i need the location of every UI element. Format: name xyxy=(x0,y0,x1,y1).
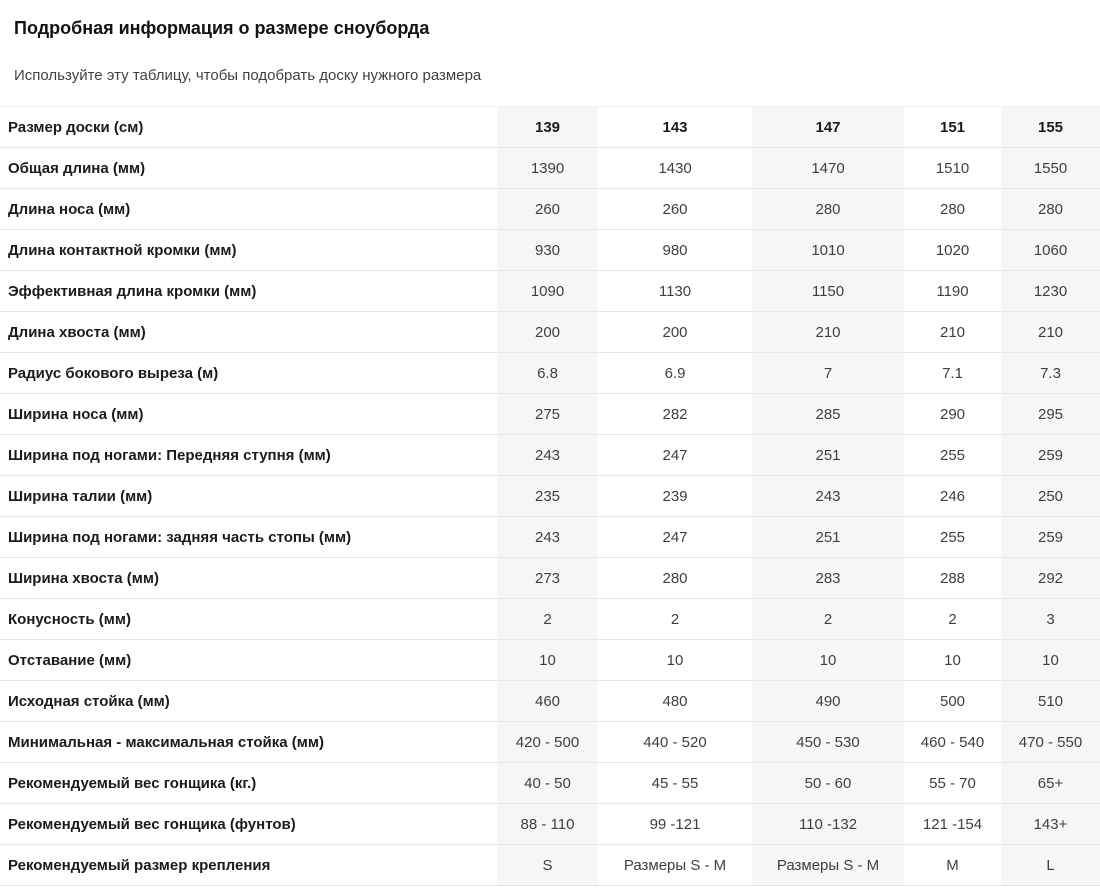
spec-value-cell: 121 -154 xyxy=(904,804,1001,845)
spec-value-cell: 980 xyxy=(598,230,752,271)
spec-value-cell: 1090 xyxy=(497,271,598,312)
spec-value-cell: 251 xyxy=(752,517,904,558)
spec-value-cell: 210 xyxy=(752,312,904,353)
table-header-row xyxy=(0,107,1100,148)
spec-value-cell: 243 xyxy=(752,476,904,517)
spec-value-cell: 480 xyxy=(598,681,752,722)
row-label: Исходная стойка (мм) xyxy=(0,681,497,722)
spec-value-cell: 259 xyxy=(1001,517,1100,558)
row-label: Общая длина (мм) xyxy=(0,148,497,189)
spec-value-cell: 1020 xyxy=(904,230,1001,271)
spec-value-cell: 251 xyxy=(752,435,904,476)
table-row xyxy=(0,353,1100,394)
row-label: Длина контактной кромки (мм) xyxy=(0,230,497,271)
row-label: Эффективная длина кромки (мм) xyxy=(0,271,497,312)
spec-value-cell: 490 xyxy=(752,681,904,722)
spec-value-cell: 10 xyxy=(1001,640,1100,681)
spec-value-cell: 55 - 70 xyxy=(904,763,1001,804)
row-label: Рекомендуемый вес гонщика (кг.) xyxy=(0,763,497,804)
spec-value-cell: 440 - 520 xyxy=(598,722,752,763)
table-row xyxy=(0,804,1100,845)
spec-value-cell: 2 xyxy=(598,599,752,640)
size-column-header-143: 143 xyxy=(598,107,752,148)
spec-value-cell: 510 xyxy=(1001,681,1100,722)
spec-value-cell: 290 xyxy=(904,394,1001,435)
spec-value-cell: 460 - 540 xyxy=(904,722,1001,763)
spec-value-cell: 235 xyxy=(497,476,598,517)
snowboard-size-table xyxy=(0,106,1100,886)
spec-value-cell: 243 xyxy=(497,435,598,476)
row-label: Рекомендуемый вес гонщика (фунтов) xyxy=(0,804,497,845)
row-label: Радиус бокового выреза (м) xyxy=(0,353,497,394)
row-label: Длина носа (мм) xyxy=(0,189,497,230)
spec-value-cell: 10 xyxy=(904,640,1001,681)
spec-value-cell: 10 xyxy=(752,640,904,681)
spec-value-cell: 275 xyxy=(497,394,598,435)
row-label: Ширина под ногами: задняя часть стопы (мм) xyxy=(0,517,497,558)
spec-value-cell: 6.9 xyxy=(598,353,752,394)
row-label: Ширина под ногами: Передняя ступня (мм) xyxy=(0,435,497,476)
spec-value-cell: 247 xyxy=(598,435,752,476)
spec-value-cell: L xyxy=(1001,845,1100,886)
spec-value-cell: 450 - 530 xyxy=(752,722,904,763)
spec-value-cell: 6.8 xyxy=(497,353,598,394)
spec-value-cell: 239 xyxy=(598,476,752,517)
spec-value-cell: 460 xyxy=(497,681,598,722)
table-row xyxy=(0,230,1100,271)
spec-value-cell: 45 - 55 xyxy=(598,763,752,804)
spec-value-cell: 420 - 500 xyxy=(497,722,598,763)
spec-value-cell: 1390 xyxy=(497,148,598,189)
page-subtitle: Используйте эту таблицу, чтобы подобрать доску нужного размера xyxy=(14,67,482,84)
spec-value-cell: 1230 xyxy=(1001,271,1100,312)
spec-value-cell: M xyxy=(904,845,1001,886)
spec-value-cell: 1060 xyxy=(1001,230,1100,271)
row-label: Ширина носа (мм) xyxy=(0,394,497,435)
spec-value-cell: 200 xyxy=(497,312,598,353)
spec-value-cell: 285 xyxy=(752,394,904,435)
size-column-header-155: 155 xyxy=(1001,107,1100,148)
spec-value-cell: 280 xyxy=(752,189,904,230)
table-row xyxy=(0,148,1100,189)
spec-value-cell: 1130 xyxy=(598,271,752,312)
table-row xyxy=(0,189,1100,230)
row-label: Конусность (мм) xyxy=(0,599,497,640)
spec-value-cell: S xyxy=(497,845,598,886)
header-row-label: Размер доски (см) xyxy=(0,107,497,148)
spec-value-cell: 250 xyxy=(1001,476,1100,517)
spec-value-cell: 88 - 110 xyxy=(497,804,598,845)
size-column-header-151: 151 xyxy=(904,107,1001,148)
spec-value-cell: 50 - 60 xyxy=(752,763,904,804)
spec-value-cell: 280 xyxy=(1001,189,1100,230)
spec-value-cell: 288 xyxy=(904,558,1001,599)
spec-value-cell: 3 xyxy=(1001,599,1100,640)
spec-value-cell: 292 xyxy=(1001,558,1100,599)
row-label: Минимальная - максимальная стойка (мм) xyxy=(0,722,497,763)
table-row xyxy=(0,517,1100,558)
spec-value-cell: 500 xyxy=(904,681,1001,722)
spec-value-cell: 273 xyxy=(497,558,598,599)
table-row xyxy=(0,640,1100,681)
row-label: Отставание (мм) xyxy=(0,640,497,681)
spec-value-cell: 7 xyxy=(752,353,904,394)
size-column-header-147: 147 xyxy=(752,107,904,148)
spec-value-cell: 2 xyxy=(904,599,1001,640)
page-title: Подробная информация о размере сноуборда xyxy=(14,18,430,38)
row-label: Рекомендуемый размер крепления xyxy=(0,845,497,886)
spec-value-cell: Размеры S - M xyxy=(752,845,904,886)
spec-value-cell: 280 xyxy=(904,189,1001,230)
table-row xyxy=(0,763,1100,804)
spec-value-cell: 1510 xyxy=(904,148,1001,189)
table-row xyxy=(0,476,1100,517)
spec-value-cell: 260 xyxy=(497,189,598,230)
spec-value-cell: 1470 xyxy=(752,148,904,189)
spec-value-cell: 99 -121 xyxy=(598,804,752,845)
table-row xyxy=(0,558,1100,599)
spec-value-cell: 210 xyxy=(1001,312,1100,353)
table-row xyxy=(0,722,1100,763)
spec-value-cell: 247 xyxy=(598,517,752,558)
spec-value-cell: Размеры S - M xyxy=(598,845,752,886)
spec-value-cell: 1190 xyxy=(904,271,1001,312)
row-label: Ширина хвоста (мм) xyxy=(0,558,497,599)
spec-value-cell: 1430 xyxy=(598,148,752,189)
spec-value-cell: 110 -132 xyxy=(752,804,904,845)
table-row xyxy=(0,599,1100,640)
row-label: Длина хвоста (мм) xyxy=(0,312,497,353)
size-column-header-139: 139 xyxy=(497,107,598,148)
table-row xyxy=(0,681,1100,722)
spec-value-cell: 65+ xyxy=(1001,763,1100,804)
spec-value-cell: 255 xyxy=(904,517,1001,558)
spec-value-cell: 143+ xyxy=(1001,804,1100,845)
table-row xyxy=(0,435,1100,476)
spec-value-cell: 40 - 50 xyxy=(497,763,598,804)
spec-value-cell: 243 xyxy=(497,517,598,558)
spec-value-cell: 210 xyxy=(904,312,1001,353)
table-row xyxy=(0,394,1100,435)
table-row xyxy=(0,271,1100,312)
spec-value-cell: 200 xyxy=(598,312,752,353)
spec-value-cell: 280 xyxy=(598,558,752,599)
spec-value-cell: 1550 xyxy=(1001,148,1100,189)
spec-value-cell: 282 xyxy=(598,394,752,435)
spec-value-cell: 1010 xyxy=(752,230,904,271)
spec-value-cell: 930 xyxy=(497,230,598,271)
spec-value-cell: 1150 xyxy=(752,271,904,312)
table-row xyxy=(0,845,1100,886)
row-label: Ширина талии (мм) xyxy=(0,476,497,517)
spec-value-cell: 260 xyxy=(598,189,752,230)
spec-value-cell: 10 xyxy=(598,640,752,681)
spec-value-cell: 2 xyxy=(752,599,904,640)
spec-value-cell: 470 - 550 xyxy=(1001,722,1100,763)
spec-value-cell: 295 xyxy=(1001,394,1100,435)
table-row xyxy=(0,312,1100,353)
spec-value-cell: 283 xyxy=(752,558,904,599)
spec-value-cell: 7.1 xyxy=(904,353,1001,394)
spec-value-cell: 255 xyxy=(904,435,1001,476)
spec-value-cell: 246 xyxy=(904,476,1001,517)
spec-value-cell: 259 xyxy=(1001,435,1100,476)
spec-value-cell: 10 xyxy=(497,640,598,681)
spec-value-cell: 2 xyxy=(497,599,598,640)
spec-value-cell: 7.3 xyxy=(1001,353,1100,394)
